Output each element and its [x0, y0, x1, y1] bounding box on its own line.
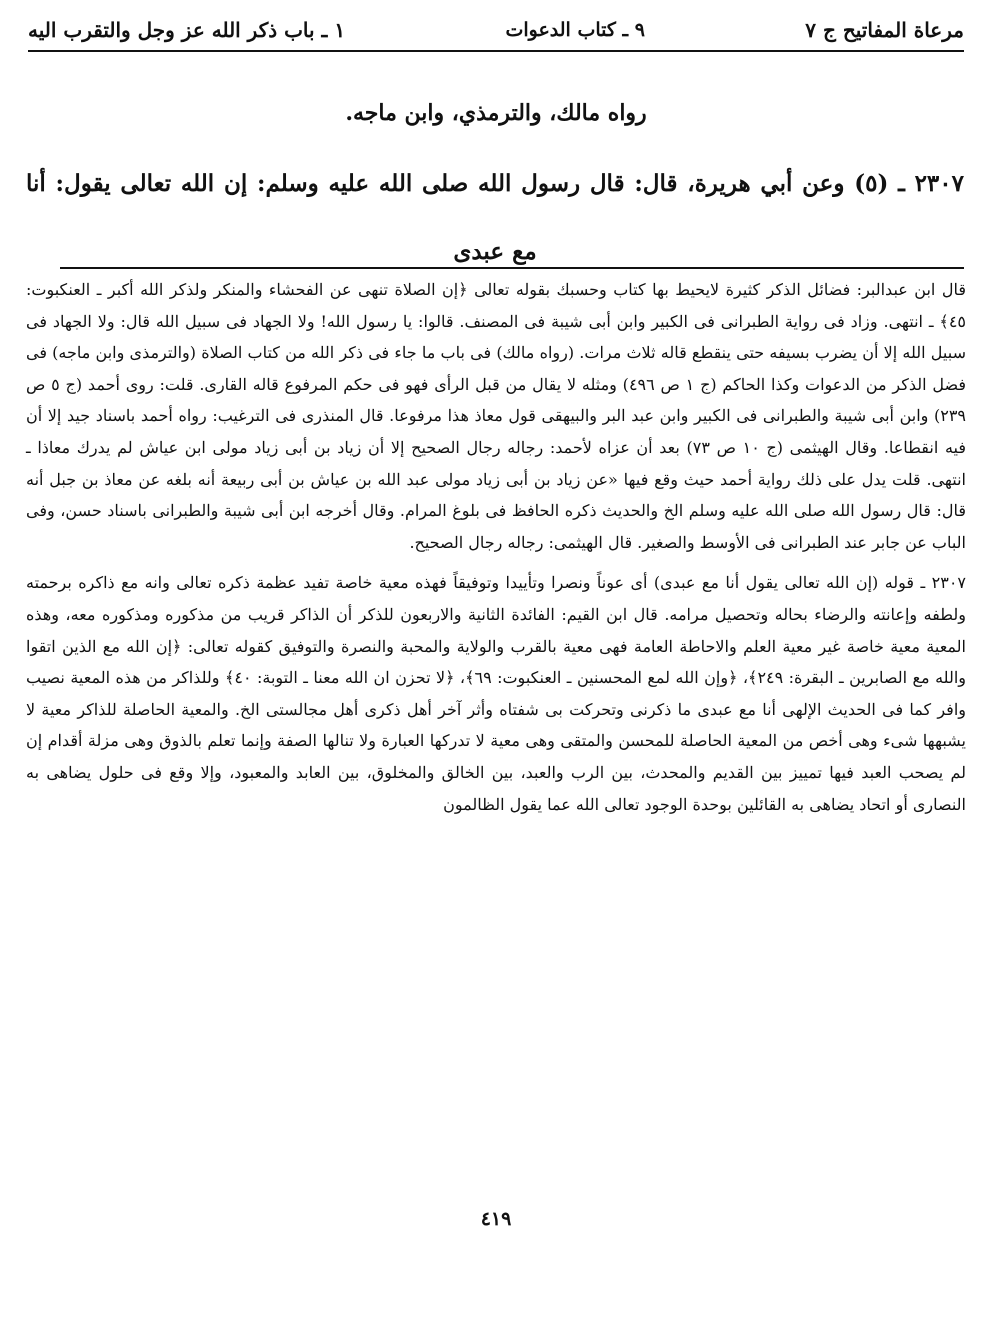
commentary-paragraph: ٢٣٠٧ ـ قوله (إن الله تعالى يقول أنا مع عبدى) أى عوناً ونصرا وتأييدا وتوفيقاً فهذه معية خاصة تفيد عظمة ذكره تعالى وانه مع ذاكره برحمته ولطفه وإعانته والرضاء بحاله وتحصيل مرامه. قال ابن القيم: الفائدة الثانية والاربعون للذكر أن الذاكر قريب من مذكوره ومذكوره معه، وهذه المعية معية خاصة غير معية العلم والاحاطة العامة فهى معية بالقرب والولاية والمحبة والنصرة والتوفيق كقوله تعالى: ﴿إن الله مع الذين اتقوا والله مع الصابرين ـ البقرة: ٢٤٩﴾، ﴿وإن الله لمع المحسنين ـ العنكبوت: ٦٩﴾، ﴿لا تحزن ان الله معنا ـ التوبة: ٤٠﴾ وللذاكر من هذه المعية نصيب وافر كما فى الحديث الإلهى أنا مع عبدى ما ذكرنى وتحركت بى شفتاه وأثر آخر أهل ذكرى أهل مجالستى الخ. والمعية الحاصلة للذاكر معية لا يشبهها شىء وهى أخص من المعية الحاصلة للمحسن والمتقى وهى معية لا تدركها العبارة ولا تنالها الصفة وإنما تعلم بالذوق وهى مزلة أقدام إن لم يصحب العبد فيها تمييز بين القديم والمحدث، بين الرب والعبد، بين الخالق والمخلوق، بين العابد والمعبود، وإلا وقع فى حلول يضاهى به النصارى أو اتحاد يضاهى به القائلين بوحدة الوجود تعالى الله عما يقول الظالمون — [26, 573, 967, 814]
header-chapter: ٩ ـ كتاب الدعوات — [505, 19, 645, 41]
commentary — [26, 274, 966, 820]
header-rule — [28, 50, 964, 52]
commentary-paragraph: قال ابن عبدالبر: فضائل الذكر كثيرة لايحيط بها كتاب وحسبك بقوله تعالى ﴿إن الصلاة تنهى عن الفحشاء والمنكر ولذكر الله أكبر ـ العنكبوت: ٤٥﴾ ـ انتهى. وزاد فى رواية الطبرانى فى الكبير وابن أبى شيبة فى المصنف. قالوا: يا رسول الله! ولا الجهاد فى سبيل الله قال: ولا الجهاد فى سبيل الله إلا أن يضرب بسيفه حتى ينقطع قاله ثلاث مرات. (رواه مالك) فى باب ما جاء فى ذكر الله من كتاب الصلاة (والترمذى وابن ماجه) فى فضل الذكر من الدعوات وكذا الحاكم (ج ١ ص ٤٩٦) ومثله لا يقال من قبل الرأى فهو فى حكم المرفوع قاله القارى. قلت: روى أحمد (ج ٥ ص ٢٣٩) وابن أبى شيبة والطبرانى فى الكبير وابن عبد البر والبيهقى قول معاذ هذا مرفوعا. قال المنذرى فى الترغيب: رواه أحمد باسناد جيد إلا أن فيه انقطاعا. وقال الهيثمى (ج ١٠ ص ٧٣) بعد أن عزاه لأحمد: رجاله رجال الصحيح إلا أن زياد بن أبى زياد مولى ابن عياش لم يدرك معاذا ـ انتهى. قلت يدل على ذلك رواية أحمد حيث وقع فيها «عن زياد بن أبى زياد مولى عبد الله بن عياش بن أبى ربيعة أنه بلغه عن معاذ بن جبل أنه قال: قال رسول الله صلى الله عليه وسلم الخ والحديث ذكره الحافظ فى بلوغ المرام. وقال أخرجه ابن أبى شيبة والطبرانى باسناد حسن، وفى الباب عن جابر عند الطبرانى فى الأوسط والصغير. قال الهيثمى: رجاله رجال الصحيح. — [26, 280, 967, 552]
running-header — [28, 12, 964, 48]
header-section: ١ ـ باب ذكر الله عز وجل والتقرب اليه — [28, 18, 346, 42]
text-divider — [60, 267, 964, 269]
hadith-text: ٢٣٠٧ ـ (٥) وعن أبي هريرة، قال: قال رسول الله صلى الله عليه وسلم: إن الله تعالى يقول: أنا مع عبدى — [26, 170, 964, 265]
page-number: ٤١٩ — [480, 1208, 512, 1230]
source-line: رواه مالك، والترمذي، وابن ماجه. — [345, 100, 647, 126]
header-book-title: مرعاة المفاتيح ج ٧ — [805, 18, 964, 42]
